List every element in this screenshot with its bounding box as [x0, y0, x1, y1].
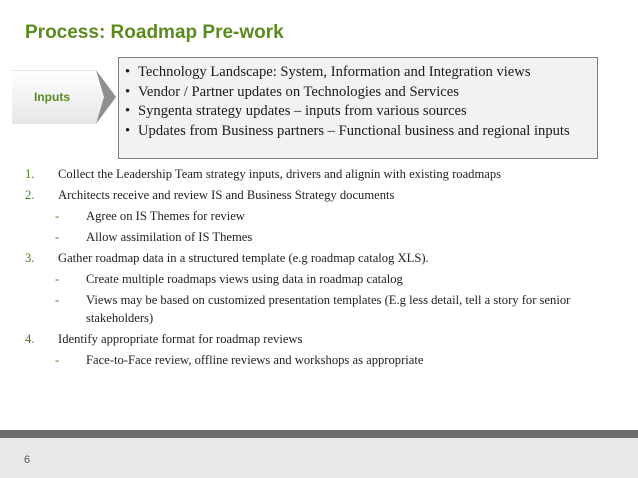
- step-number: 4.: [25, 332, 35, 346]
- process-steps: [25, 164, 615, 371]
- step-row: [25, 185, 615, 206]
- substep-row: [25, 350, 615, 371]
- substep-row: [25, 290, 615, 329]
- dash-bullet: -: [55, 230, 60, 244]
- page-number: 6: [24, 454, 31, 466]
- step-text: Architects receive and review IS and Business Strategy documents: [58, 188, 395, 202]
- dash-bullet: -: [55, 272, 60, 286]
- substep-text: Face-to-Face review, offline reviews and workshops as appropriate: [86, 353, 424, 367]
- substep-text: Create multiple roadmaps views using data in roadmap catalog: [86, 272, 403, 286]
- step-number: 1.: [25, 167, 35, 181]
- step-number: 2.: [25, 188, 35, 202]
- slide-footer: [0, 438, 638, 478]
- substep-text: Allow assimilation of IS Themes: [86, 230, 253, 244]
- substep-text: Agree on IS Themes for review: [86, 209, 245, 223]
- footer-divider-bar: [0, 430, 638, 438]
- step-row: [25, 329, 615, 350]
- inputs-list-item: • Vendor / Partner updates on Technologies and Services: [125, 83, 589, 103]
- inputs-list-item: • Updates from Business partners – Functional business and regional inputs: [125, 122, 589, 142]
- step-row: [25, 248, 615, 269]
- dash-bullet: -: [55, 209, 60, 223]
- inputs-label: Inputs: [34, 90, 70, 104]
- dash-bullet: -: [55, 353, 60, 367]
- dash-bullet: -: [55, 293, 60, 307]
- inputs-list: [125, 63, 589, 141]
- step-text: Identify appropriate format for roadmap reviews: [58, 332, 303, 346]
- substep-text: Views may be based on customized presentation templates (E.g less detail, tell a story for senior stakeholders): [86, 293, 571, 325]
- inputs-list-item: • Syngenta strategy updates – inputs from various sources: [125, 102, 589, 122]
- step-number: 3.: [25, 251, 35, 265]
- inputs-list-box: [118, 57, 598, 159]
- substep-row: [25, 269, 615, 290]
- step-text: Gather roadmap data in a structured template (e.g roadmap catalog XLS).: [58, 251, 429, 265]
- substep-row: [25, 227, 615, 248]
- slide-title: Process: Roadmap Pre-work: [25, 22, 284, 43]
- step-text: Collect the Leadership Team strategy inputs, drivers and alignin with existing roadmaps: [58, 167, 502, 181]
- step-row: [25, 164, 615, 185]
- inputs-list-item: • Technology Landscape: System, Information and Integration views: [125, 63, 589, 83]
- substep-row: [25, 206, 615, 227]
